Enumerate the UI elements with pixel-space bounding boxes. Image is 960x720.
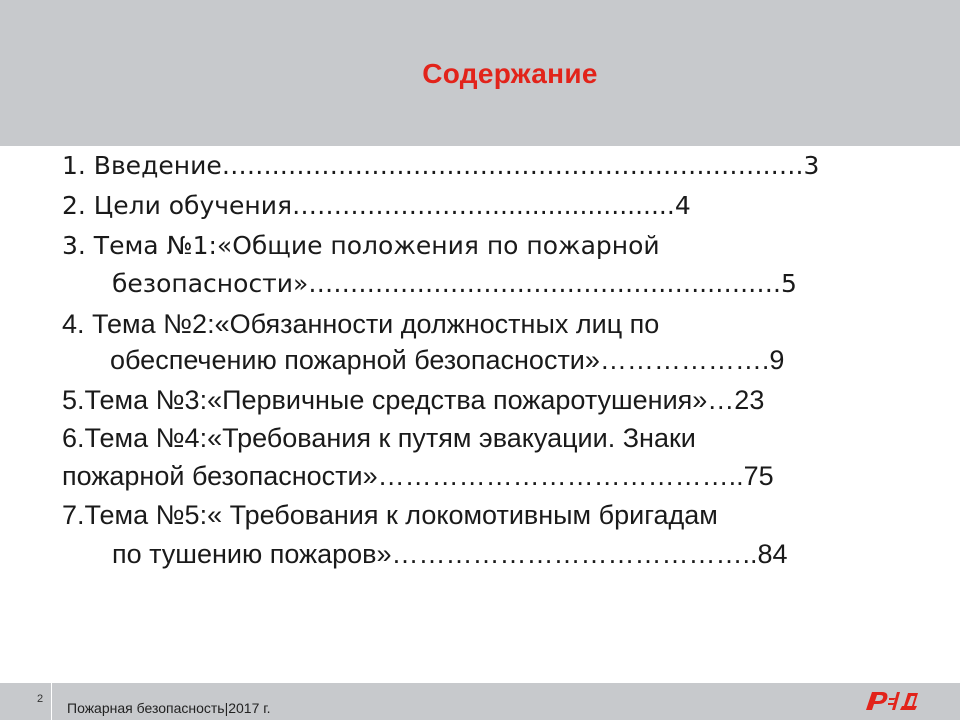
toc-item-4-line-1: 4. Тема №2:«Обязанности должностных лиц по [62,309,660,339]
page-number: 2 [37,693,44,705]
slide-title: Содержание [422,58,598,89]
toc-item-1: 1. Введение…….…………………………………………….…….….3 [62,151,820,180]
toc-item-5: 5.Тема №3:«Первичные средства пожаротушения»…23 [62,385,765,415]
toc-item-7-line-1: 7.Тема №5:« Требования к локомотивным бригадам [62,500,718,530]
toc-item-3-line-1: 3. Тема №1:«Общие положения по пожарной [62,231,660,260]
rzd-logo-icon [862,688,922,714]
footer-text: Пожарная безопасность|2017 г. [67,700,271,716]
footer-divider [51,683,52,720]
toc-item-6-line-1: 6.Тема №4:«Требования к путям эвакуации. Знаки [62,423,696,453]
toc-item-3-line-2: безопасности»…………………………………….…...….….5 [112,269,797,298]
toc-item-6-line-2: пожарной безопасности»…………………………………..75 [62,461,774,491]
toc-item-7-line-2: по тушению пожаров»…………………………………..84 [112,539,788,569]
toc-item-4-line-2: обеспечению пожарной безопасности»……………….9 [110,345,785,375]
toc-item-2: 2. Цели обучения…………………….......................4 [62,191,691,220]
